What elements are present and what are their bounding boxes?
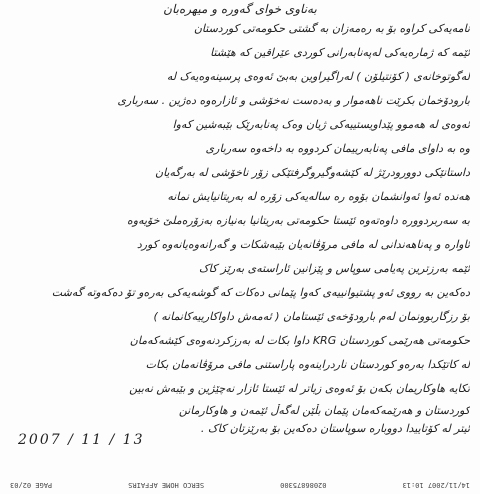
letter-line: بارودۆخمان بکرێت ناهەموار و بەدەست نەخۆشی و ئازارەوە دەژین . سەرباری (117, 94, 470, 107)
letter-line: ئەوەی لە هەموو پێداویستییەکی ژیان وەک پەنابەرێک بێبەشین کەوا (172, 118, 470, 131)
letter-line: ئێمە کە ژمارەیەکی لەپەنابەرانی کوردی عێراقین کە هێشتا (210, 46, 470, 59)
letter-line: بۆ رزگاربوونمان لەم بارودۆخەی ئێستامان ( ئەمەش داواکارییەکانمانە ) (153, 310, 470, 323)
fax-timestamp: 14/11/2007 10:13 (402, 481, 470, 489)
fax-header (0, 476, 480, 494)
letter-line: ئیتر لە کۆتاییدا دووبارە سوپاستان دەکەین بۆ بەرێزتان کاک . (200, 422, 470, 435)
letter-line: تکایە هاوکاریمان بکەن بۆ ئەوەی زیاتر لە ئێستا ئازار نەچێژین و بێبەش نەبین (129, 382, 470, 395)
letter-line: ئاوارە و پەناهەندانی لە مافی مرۆڤانەیان بێبەشکات و گەرانەوەیانەوە کورد (136, 238, 470, 251)
letter-line: نامەیەکی کراوە بۆ بە رەمەزان بە گشتی حکومەتی کوردستان (193, 22, 470, 35)
letter-line: دەکەین بە رووی ئەو پشتیوانییەی کەوا پێمانی دەکات کە گوشەیەکی بەرەو تۆ دەکەوتە گەشت (51, 286, 470, 299)
fax-page-count: PAGE 02/03 (10, 481, 53, 489)
fax-number: 02086875300 (280, 481, 327, 489)
letter-line: حکومەتی هەرێمی کوردستان KRG داوا بکات لە بەرزکردنەوەی کێشەکەمان (129, 334, 470, 347)
letter-title: بەناوی خوای گەورە و میهرەبان (163, 2, 317, 16)
letter-line: کوردستان و هەرێمەکەمان پێمان بڵێن لەگەڵ ئێمەن و هاوکارمانن (178, 404, 470, 417)
letter-line: بە سەربردوورە داوەتەوە ئێستا حکومەتی بەریتانیا بەنیازە بەزۆرەملێ خۆیەوە (127, 214, 470, 227)
fax-sender: SERCO HOME AFFAIRS (128, 481, 205, 489)
letter-line: لە کاتێکدا بەرەو کوردستان ناردراینەوە پاراستنی مافی مرۆڤانەمان بکات (145, 358, 470, 371)
letter-line: وە بە داوای مافی پەنابەرییمان کردووە بە داخەوە سەرباری (205, 142, 470, 155)
letter-date: 2007 / 11 / 13 (18, 432, 145, 448)
letter-line: هەندە ئەوا ئەوانشمان بۆوە رە سالەیەکی زۆرە لە بەریتانیایش نمانە (167, 190, 470, 203)
letter-line: لەگوتوخانەی ( کۆنتیلۆن ) لەراگیراوین بەبێ ئەوەی پرسینەوەیەک لە (166, 70, 470, 83)
letter-line: داستانێکی دوورودرێژ لە کێشەوگیروگرفتێکی زۆر ناخۆشی لە بەرگەیان (154, 166, 470, 179)
letter-line: ئێمە بەرزترین پەیامی سوپاس و پێزانین ئاراستەی بەرێز کاک (198, 262, 470, 275)
